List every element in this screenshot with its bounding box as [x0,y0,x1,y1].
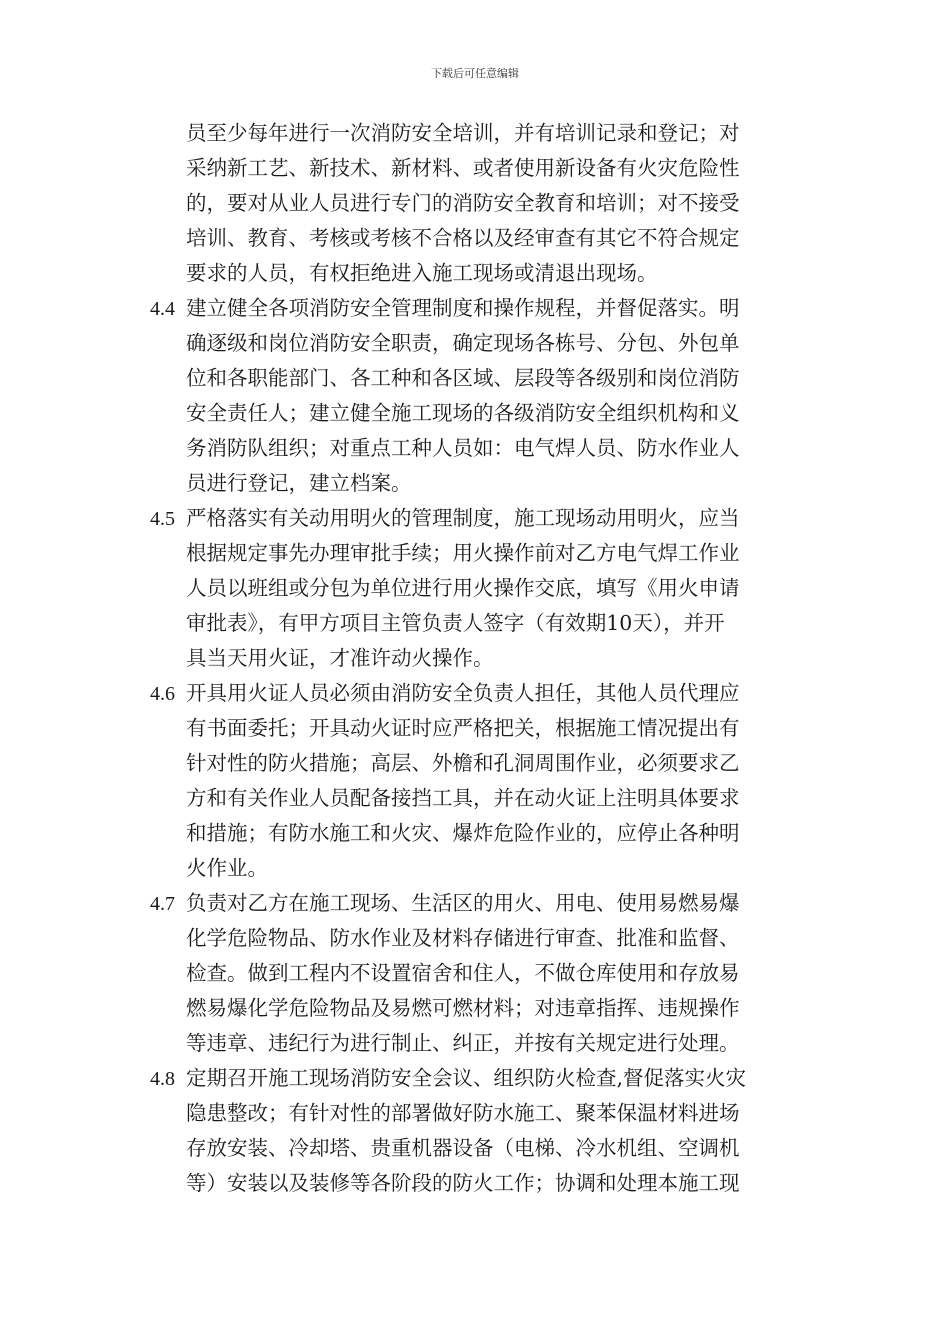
text-line: 根据规定事先办理审批手续；用火操作前对乙方电气焊工作业 [186,541,740,565]
text-line: 的，要对从业人员进行专门的消防安全教育和培训；对不接受 [186,191,740,215]
clause-4-8 [150,1061,810,1201]
clause-number: 4.8 [150,1068,175,1090]
clause-4-7 [150,886,810,1061]
text-line: 人员以班组或分包为单位进行用火操作交底，填写《用火申请 [186,576,740,600]
clause-4-4 [150,291,810,501]
clause-first-line [150,291,810,326]
text-line: 等）安装以及装修等各阶段的防火工作；协调和处理本施工现 [186,1171,740,1195]
text-line: 员进行登记，建立档案。 [186,471,412,495]
text-line: 隐患整改；有针对性的部署做好防水施工、聚苯保温材料进场 [186,1101,740,1125]
text-line: 员至少每年进行一次消防安全培训，并有培训记录和登记；对 [186,121,740,145]
text-line: 燃易爆化学危险物品及易燃可燃材料；对违章指挥、违规操作 [186,996,740,1020]
text-line: 火作业。 [186,856,268,880]
text-line: 和措施；有防水施工和火灾、爆炸危险作业的，应停止各种明 [186,821,740,845]
clause-number: 4.6 [150,683,175,705]
clause-number: 4.4 [150,298,175,320]
text-line: 化学危险物品、防水作业及材料存储进行审查、批准和监督、 [186,926,740,950]
page-header-note: 下载后可任意编辑 [431,67,519,80]
text-line: 负责对乙方在施工现场、生活区的用火、用电、使用易燃易爆 [186,891,740,915]
clause-first-line [150,501,810,536]
text-line: 方和有关作业人员配备接挡工具，并在动火证上注明具体要求 [186,786,740,810]
text-line: 培训、教育、考核或考核不合格以及经审查有其它不符合规定 [186,226,740,250]
text-line: 建立健全各项消防安全管理制度和操作规程，并督促落实。明 [186,296,740,320]
clause-first-line [150,886,810,921]
text-line: 针对性的防火措施；高层、外檐和孔洞周围作业，必须要求乙 [186,751,740,775]
text-line: 定期召开施工现场消防安全会议、组织防火检查,督促落实火灾 [186,1066,747,1090]
text-line: 安全责任人；建立健全施工现场的各级消防安全组织机构和义 [186,401,740,425]
text-line: 开具用火证人员必须由消防安全负责人担任，其他人员代理应 [186,681,740,705]
clause-4-5 [150,501,810,676]
text-line: 确逐级和岗位消防安全职责，确定现场各栋号、分包、外包单 [186,331,740,355]
text-line: 检查。做到工程内不设置宿舍和住人，不做仓库使用和存放易 [186,961,740,985]
text-line: 审批表》，有甲方项目主管负责人签字（有效期10天），并开 [186,611,725,635]
text-line: 采纳新工艺、新技术、新材料、或者使用新设备有火灾危险性 [186,156,740,180]
clause-number: 4.5 [150,508,175,530]
clause-first-line [150,1061,810,1096]
text-line: 严格落实有关动用明火的管理制度，施工现场动用明火，应当 [186,506,740,530]
clause-number: 4.7 [150,893,175,915]
clause-4-6 [150,676,810,886]
text-line: 务消防队组织；对重点工种人员如：电气焊人员、防水作业人 [186,436,740,460]
text-line: 位和各职能部门、各工种和各区域、层段等各级别和岗位消防 [186,366,740,390]
text-line: 存放安装、冷却塔、贵重机器设备（电梯、冷水机组、空调机 [186,1136,740,1160]
text-line: 要求的人员，有权拒绝进入施工现场或清退出现场。 [186,261,658,285]
text-line: 具当天用火证，才准许动火操作。 [186,646,494,670]
document-body [150,116,810,1201]
paragraph-continuation [150,116,810,291]
text-line: 等违章、违纪行为进行制止、纠正，并按有关规定进行处理。 [186,1031,740,1055]
text-line: 有书面委托；开具动火证时应严格把关，根据施工情况提出有 [186,716,740,740]
clause-first-line [150,676,810,711]
